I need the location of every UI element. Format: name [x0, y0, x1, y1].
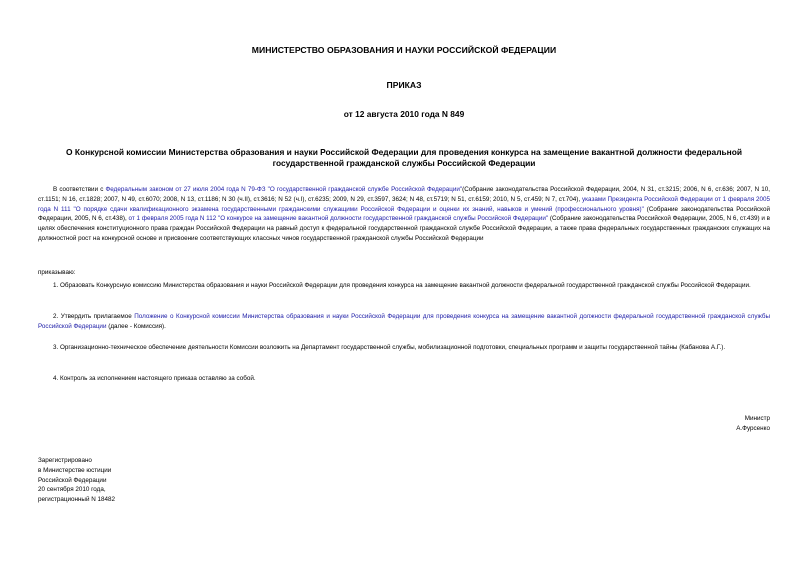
decree-111-source: (Собрание законодательства Российской Федерации, 2005, N 6, ст.438),	[38, 205, 770, 223]
subject-line: государственной гражданской службы Российской Федерации	[272, 158, 536, 168]
presidential-decree-111-link[interactable]: указами Президента Российской Федерации от 1 февраля 2005 года N 111 "О порядке сдачи квалификационного экзамена государственными гражданскими служащими Российской Федерации и оценки их знаний, навыков и умений (профессионального уровня)"	[38, 195, 770, 213]
preamble-intro: В соответствии с	[53, 186, 106, 193]
presidential-decree-112-link[interactable]: от 1 февраля 2005 года N 112 "О конкурсе на замещение вакантной должности государственной гражданской службы Российской Федерации"	[128, 215, 549, 223]
registration-number: регистрационный N 18482	[38, 496, 116, 504]
item-2-prefix: 2. Утвердить прилагаемое	[53, 313, 135, 320]
federal-law-source: (Собрание законодательства Российской Федерации, 2004, N 31, ст.3215; 2006, N 6, ст.636; 2007, N 10, ст.1151; N 16, ст.1828; 2007, N 49, ст.6070; 2008, N 13, ст.1186; N 30 (ч.II), ст.3616; N 52 (ч.I), ст.6235; 2009, N 29, ст.3597, 3624; N 48, ст.5719; N 51, ст.6159; 2010, N 5, ст.459; N 7, ст.704),	[38, 186, 771, 203]
order-subject	[38, 147, 770, 169]
order-item-3: 3. Организационно-техническое обеспечение деятельности Комиссии возложить на Департамент государственной службы, мобилизационной подготовки, специальных программ и защиты государственной тайны (Кабанова А.Г.).	[53, 344, 726, 351]
ministry-heading: МИНИСТЕРСТВО ОБРАЗОВАНИЯ И НАУКИ РОССИЙСКОЙ ФЕДЕРАЦИИ	[251, 45, 557, 55]
signature-block	[736, 414, 770, 433]
subject-line: О Конкурсной комиссии Министерства образования и науки Российской Федерации для проведения конкурса на замещение вакантной должности федеральной	[66, 147, 742, 157]
registration-line: Зарегистрировано	[38, 457, 92, 464]
federal-law-link[interactable]: Федеральным законом от 27 июля 2004 года N 79-ФЗ "О государственной гражданской службе Российской Федерации"	[105, 186, 463, 193]
registration-block	[38, 456, 115, 505]
signer-name: А.Фурсенко	[736, 424, 770, 432]
registration-date: 20 сентября 2010 года,	[38, 486, 106, 494]
order-heading: ПРИКАЗ	[386, 80, 422, 90]
order-item-2	[38, 312, 770, 332]
registration-line: Российской Федерации	[38, 476, 107, 484]
item-2-suffix: (далее - Комиссия).	[106, 323, 166, 330]
signer-title: Министр	[744, 415, 770, 422]
order-date: от 12 августа 2010 года N 849	[343, 109, 465, 119]
decree-112-source: (Собрание законодательства Российской Федерации, 2005, N 6, ст.439) и в целях обеспечения конституционного права граждан Российской Федерации на равный доступ к федеральной государственной гражданской службе Российской Федерации, а также права федеральных государственных гражданских служащих на должностной рост на конкурсной основе и присвоение соответствующих классных чинов государственной гражданской службы Российской Федерации	[38, 215, 770, 242]
order-item-4: 4. Контроль за исполнением настоящего приказа оставляю за собой.	[53, 375, 256, 382]
order-item-1: 1. Образовать Конкурсную комиссию Министерства образования и науки Российской Федерации для проведения конкурса на замещение вакантной должности федеральной государственной гражданской службы Российской Федерации.	[53, 282, 751, 289]
preamble-paragraph	[38, 185, 770, 244]
document-page	[38, 0, 770, 571]
regulation-link[interactable]: Положение о Конкурсной комиссии Министерства образования и науки Российской Федерации для проведения конкурса на замещение вакантной должности федеральной государственной гражданской службы Российской Федерации	[38, 313, 770, 330]
orders-label: приказываю:	[38, 269, 76, 276]
registration-line: в Министерстве юстиции	[38, 466, 112, 474]
